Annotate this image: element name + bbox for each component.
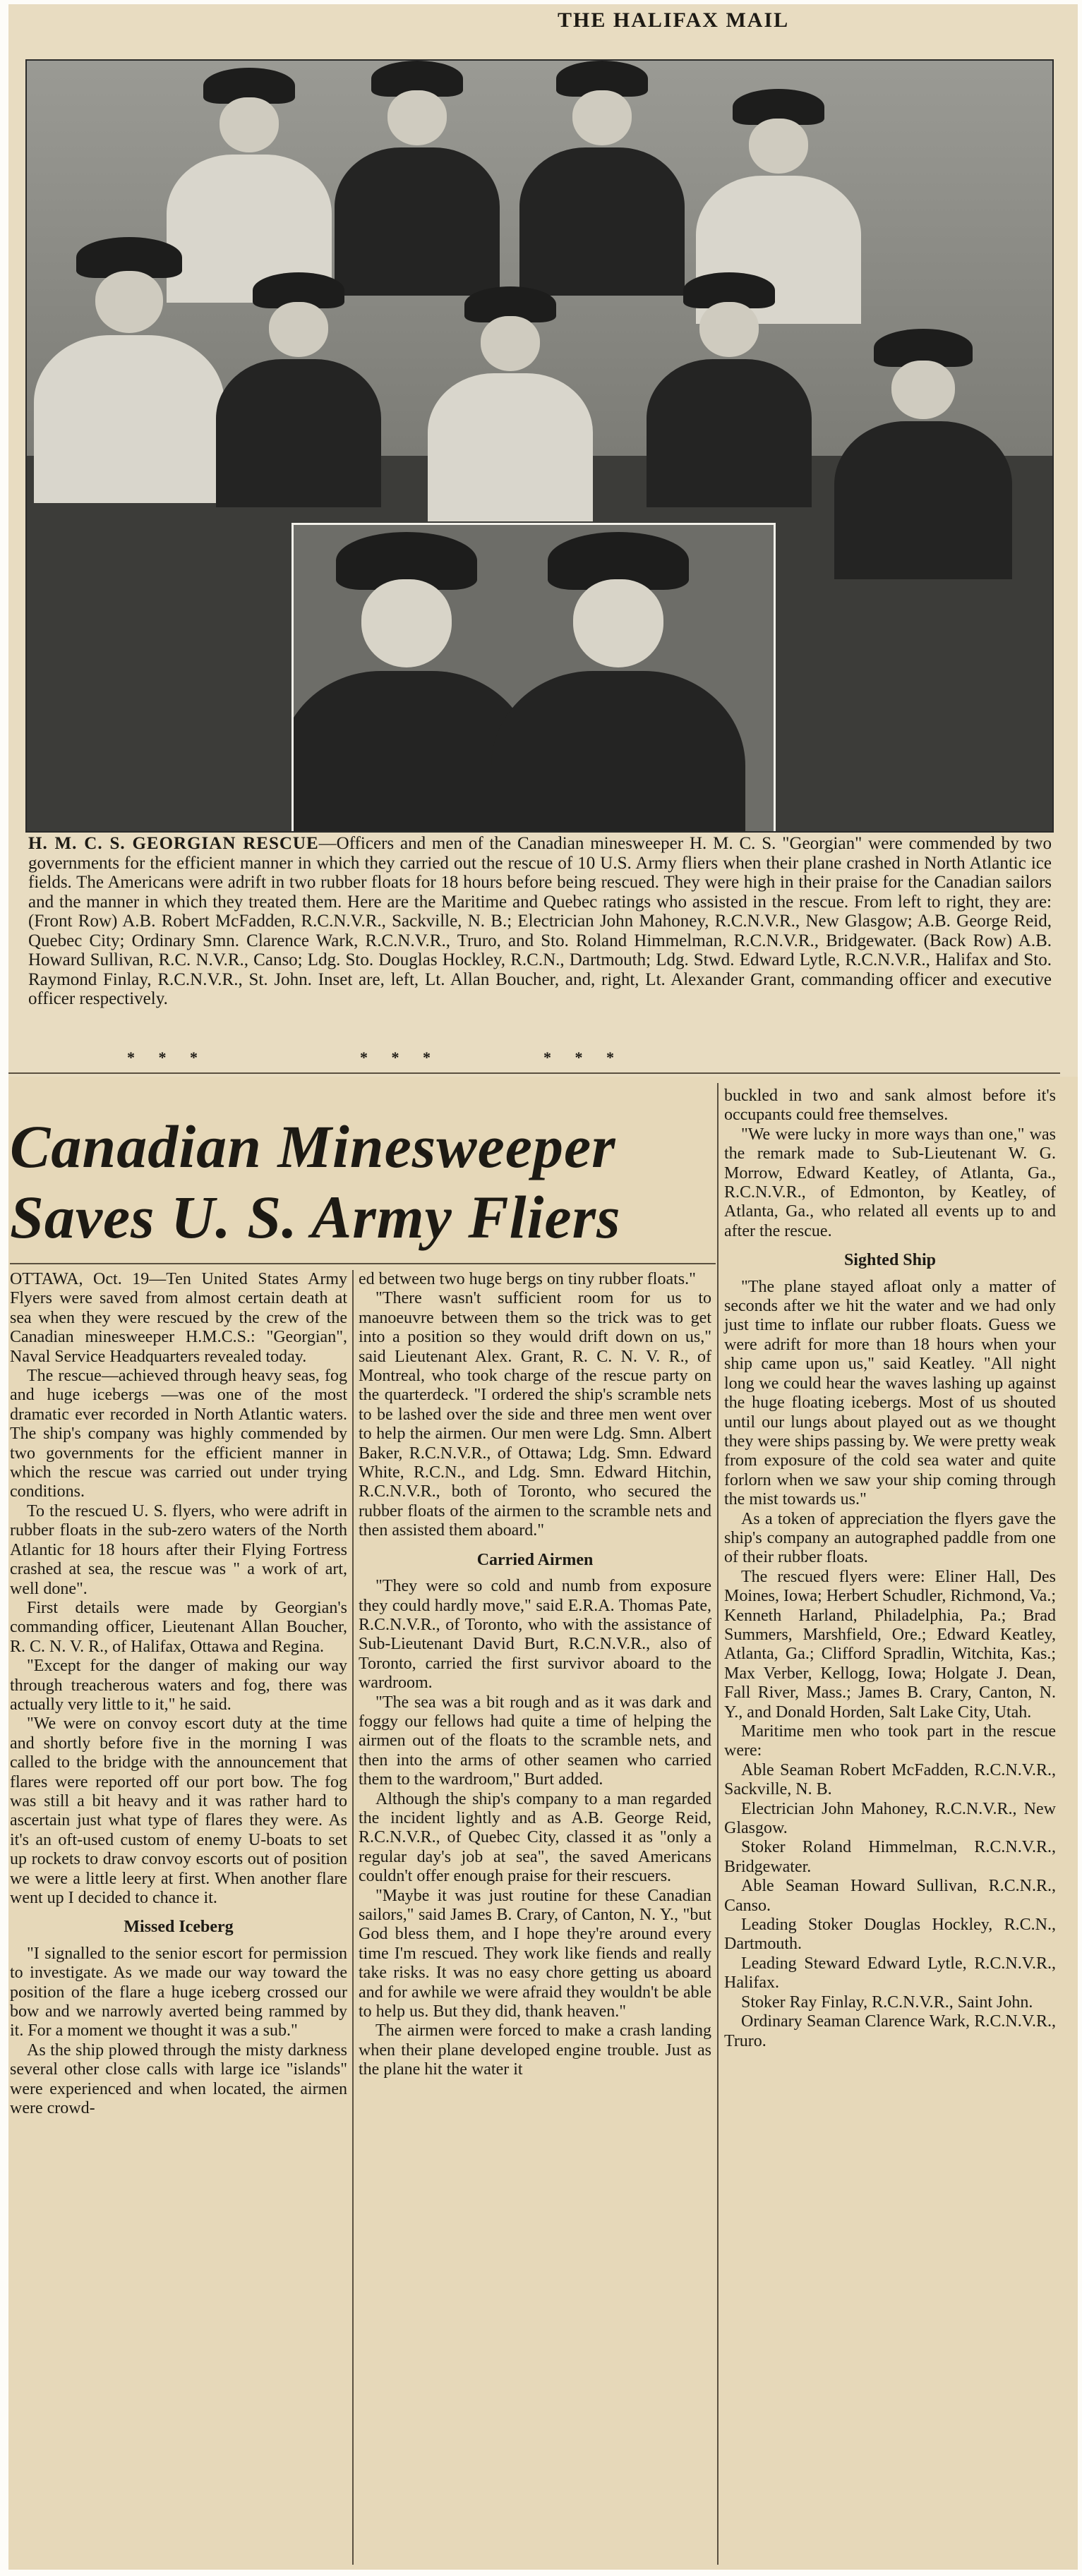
paragraph: Maritime men who took part in the rescue were: — [724, 1722, 1056, 1760]
paragraph: buckled in two and sank almost before it's occupants could free themselves. — [724, 1087, 1056, 1125]
officer-figure — [336, 532, 477, 701]
paragraph: "There wasn't sufficient room for us to manoeuvre between them so the trick was to get into a position so they would drift down on us," said Lieutenant Alex. Grant, R. C. N. V. R., of Montreal, who took charge of the rescue party on the quarterdeck. "I ordered the ship's scramble nets to be lashed over the side and three men went over to help the airmen. Our men were Ldg. Smn. Albert Baker, R.C.N.V.R., of Ottawa; Ldg. Smn. Edward White, R.C.N., and Ldg. Smn. Edward Hitchin, R.C.N.V.R., both of Toronto, who secured the rubber floats of the airmen to the scramble nets and then assisted them aboard." — [359, 1289, 711, 1540]
paragraph: OTTAWA, Oct. 19—Ten United States Army Flyers were saved from almost certain death at sea when they were rescued by the crew of the Canadian minesweeper H.M.C.S.: "Georgian", Naval Service Headquarters revealed today. — [10, 1270, 347, 1366]
subheading: Carried Airmen — [476, 1550, 594, 1569]
paragraph: "We were lucky in more ways than one," was the remark made to Sub-Lieutenant W. G. Morrow, Edward Keatley, of Atlanta, Ga., R.C.N.V.R., of Edmonton, by Keatley, of Atlanta, Ga., who related all events up to and after the rescue. — [724, 1125, 1056, 1240]
sailor-figure — [874, 329, 973, 442]
paragraph: The rescued flyers were: Eliner Hall, Des Moines, Iowa; Herbert Schudler, Richmond, Va.; Kenneth Harland, Philadelphia, Pa.; Brad Summers, Marshfield, Ore.; Edward Keatley, Atlanta, Ga.; Clifford Spradlin, Witchita, Kas.; Max Verber, Kellogg, Iowa; Holgate J. Dean, Fall River, Mass.; James B. Crary, Canton, N. Y., and Donald Horden, Salt Lake City, Utah. — [724, 1567, 1056, 1722]
paragraph: The airmen were forced to make a crash landing when their plane developed engine trouble. Just as the plane hit the water it — [359, 2021, 711, 2079]
paragraph: Able Seaman Howard Sullivan, R.C.N.R., Canso. — [724, 1877, 1056, 1915]
crew-photo — [25, 59, 1054, 833]
paragraph: Ordinary Seaman Clarence Wark, R.C.N.V.R., Truro. — [724, 2012, 1056, 2050]
sailor-figure — [556, 61, 648, 167]
headline-line-1: Canadian Minesweeper — [10, 1113, 616, 1180]
subheading: Missed Iceberg — [124, 1918, 234, 1937]
headline — [10, 1111, 716, 1252]
paragraph: "They were so cold and numb from exposure they could hardly move," said E.R.A. Thomas Pate, R.C.N.V.R., of Toronto, who with the assistance of Sub-Lieutenant David Burt, R.C.N.V.R., also of Toronto, carried the first survivor aboard to the wardroom. — [359, 1577, 711, 1693]
paragraph: Able Seaman Robert McFadden, R.C.N.V.R., Sackville, N. B. — [724, 1760, 1056, 1799]
paragraph: Leading Stoker Douglas Hockley, R.C.N., Dartmouth. — [724, 1916, 1056, 1954]
officers-inset-photo — [291, 523, 776, 833]
paragraph: "The plane stayed afloat only a matter of seconds after we hit the water and we had only just time to inflate our rubber floats. Guess we were adrift for more than 18 hours when your ship came upon us," said Keatley. "All night long we could hear the waves lashing up against the huge floating icebergs. Most of us shouted until our lungs about played out as we thought they were ships passing by. We were pretty weak from exposure of the cold sea water and quite forlorn when we saw your ship coming through the mist towards us." — [724, 1277, 1056, 1509]
sailor-figure — [371, 61, 463, 167]
paragraph: Stoker Ray Finlay, R.C.N.V.R., Saint John. — [741, 1993, 1033, 2012]
paragraph: "We were on convoy escort duty at the time and shortly before five in the morning I was called to the bridge with the announcement that flares were reported off our port bow. The fog was still a bit heavy and it was rather hard to ascertain just what type of flares they were. As it's an oft-used custom of enemy U-boats to set up rockets to draw convoy escorts out of position we were a little leery at first. When another flare went up I decided to chance it. — [10, 1715, 347, 1907]
subheading: Sighted Ship — [843, 1251, 937, 1270]
paragraph: To the rescued U. S. flyers, who were adrift in rubber floats in the sub-zero waters of the North Atlantic for 18 hours after their Flying Fortress crashed at sea, the rescue was " a work of art, well done". — [10, 1501, 347, 1598]
masthead: THE HALIFAX MAIL — [558, 8, 790, 32]
photo-caption — [28, 834, 1052, 1009]
sailor-figure — [76, 237, 182, 357]
sailor-figure — [203, 68, 295, 174]
paragraph: Although the ship's company to a man regarded the incident lightly and as A.B. George Reid, R.C.N.V.R., of Quebec City, classed it as "only a regular day's job at sea", the saved Americans couldn't offer enough praise for their rescuers. — [359, 1789, 711, 1886]
paragraph: First details were made by Georgian's commanding officer, Lieutenant Allan Boucher, R. C. N. V. R., of Halifax, Ottawa and Regina. — [10, 1598, 347, 1656]
article-column-2 — [359, 1270, 711, 2080]
paragraph: Stoker Roland Himmelman, R.C.N.V.R., Bridgewater. — [724, 1838, 1056, 1876]
article-column-3 — [724, 1087, 1056, 2051]
sailor-figure — [733, 89, 824, 195]
sailor-figure — [253, 272, 344, 378]
headline-line-2: Saves U. S. Army Fliers — [10, 1183, 621, 1251]
section-divider — [8, 1072, 1060, 1074]
paragraph: "The sea was a bit rough and as it was dark and foggy our fellows had quite a time of helping the airmen out of the floats to the scramble nets, and then into the arms of other seamen who carried them to the wardroom," Burt added. — [359, 1693, 711, 1789]
paragraph: ed between two huge bergs on tiny rubber floats." — [359, 1270, 696, 1288]
paragraph: Leading Steward Edward Lytle, R.C.N.V.R., Halifax. — [724, 1954, 1056, 1993]
separator-stars: * * * — [360, 1048, 440, 1066]
caption-lead: H. M. C. S. GEORGIAN RESCUE — [28, 834, 319, 853]
officer-figure — [548, 532, 689, 701]
separator-stars: * * * — [543, 1048, 624, 1066]
article-column-1 — [10, 1270, 347, 2118]
sailor-figure — [464, 286, 556, 392]
paragraph: The rescue—achieved through heavy seas, fog and huge icebergs —was one of the most dramatic ever recorded in North Atlantic waters. The ship's company was highly commended by two governments for the efficient manner in which the rescue was carried out under trying conditions. — [10, 1367, 347, 1501]
paragraph: "Except for the danger of making our way through treacherous waters and fog, there was actually very little to it," he said. — [10, 1657, 347, 1714]
separator-stars: * * * — [127, 1048, 208, 1066]
paragraph: "Maybe it was just routine for these Canadian sailors," said James B. Crary, of Canton, N. Y., "but God bless them, and I hope they're around every time I'm rescued. They work like fiends and really take risks. It was no easy chore getting us aboard and for awhile we were afraid they wouldn't be able to help us. But they did, thank heaven." — [359, 1886, 711, 2021]
headline-rule — [10, 1263, 716, 1264]
sailor-figure — [683, 272, 775, 378]
paragraph: As a token of appreciation the flyers gave the ship's company an autographed paddle from one of their rubber floats. — [724, 1509, 1056, 1567]
paragraph: As the ship plowed through the misty darkness several other close calls with large ice "islands" were experienced and when located, the airmen were crowd- — [10, 2040, 347, 2118]
column-rule — [717, 1083, 719, 2565]
paragraph: "I signalled to the senior escort for permission to investigate. As we made our way toward the position of the flare a huge iceberg crossed our bow and we narrowly averted being rammed by it. For a moment we thought it was a sub." — [10, 1944, 347, 2040]
column-rule — [352, 1270, 354, 2565]
caption-body: —Officers and men of the Canadian minesweeper H. M. C. S. "Georgian" were commended by two governments for the efficient manner in which they carried out the rescue of 10 U.S. Army fliers when their plane crashed in North Atlantic ice fields. The Americans were adrift in two rubber floats for 18 hours before being rescued. They were high in their praise for the Canadian sailors and the manner in which they treated them. Here are the Maritime and Quebec ratings who assisted in the rescue. From left to right, they are: (Front Row) A.B. Robert McFadden, R.C.N.V.R., Sackville, N. B.; Electrician John Mahoney, R.C.N.V.R., New Glasgow; A.B. George Reid, Quebec City; Ordinary Smn. Clarence Wark, R.C.N.V.R., Truro, and Sto. Roland Himmelman, R.C.N.V.R., Bridgewater. (Back Row) A.B. Howard Sullivan, R.C. N.V.R., Canso; Ldg. Sto. Douglas Hockley, R.C.N., Dartmouth; Ldg. Stwd. Edward Lytle, R.C.N.V.R., Halifax and Sto. Raymond Finlay, R.C.N.V.R., St. John. Inset are, left, Lt. Allan Boucher, and, right, Lt. Alexander Grant, commanding officer and executive officer respectively. — [28, 834, 1052, 1008]
paragraph: Electrician John Mahoney, R.C.N.V.R., New Glasgow. — [724, 1799, 1056, 1838]
